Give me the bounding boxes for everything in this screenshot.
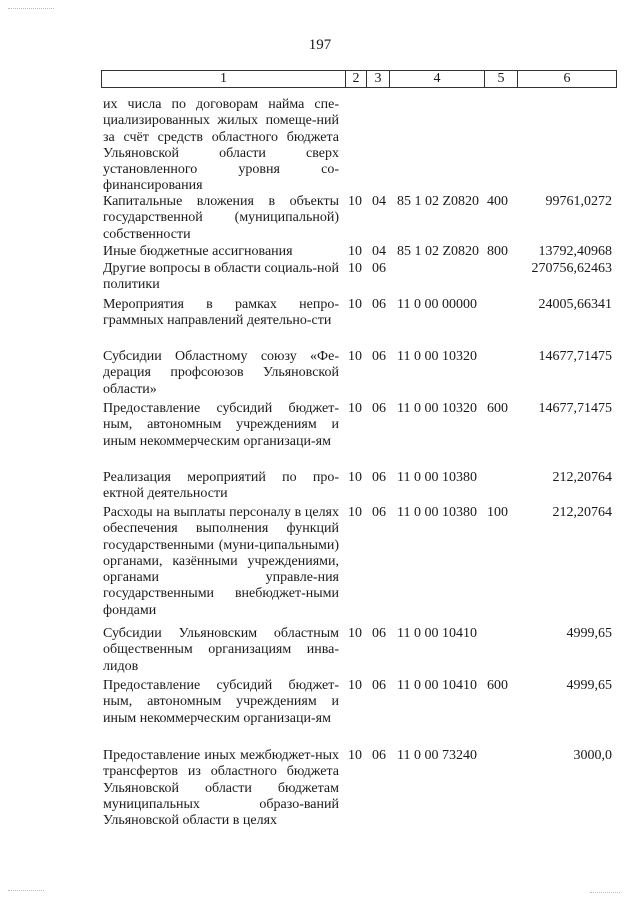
row-amount: 14677,71475 bbox=[538, 349, 612, 364]
row-amount: 4999,65 bbox=[566, 678, 612, 693]
row-name: Иные бюджетные ассигнования bbox=[103, 244, 293, 259]
header-cell-6: 6 bbox=[563, 71, 571, 86]
row-target-article: 85 1 02 Z0820 bbox=[397, 194, 480, 209]
row-name: Капитальные вложения в объекты государственной (муниципальной) собственности bbox=[103, 194, 339, 242]
row-subsection: 06 bbox=[372, 261, 386, 276]
header-cell-1: 1 bbox=[220, 71, 227, 86]
row-section: 10 bbox=[348, 678, 362, 693]
row-section: 10 bbox=[348, 349, 362, 364]
row-section: 10 bbox=[348, 297, 362, 312]
row-target-article: 11 0 00 10410 bbox=[397, 678, 477, 693]
header-cell-3: 3 bbox=[374, 71, 382, 86]
row-subsection: 06 bbox=[372, 470, 386, 485]
row-amount: 4999,65 bbox=[566, 626, 612, 641]
row-amount: 99761,0272 bbox=[545, 194, 612, 209]
row-amount: 14677,71475 bbox=[538, 401, 612, 416]
row-name: Другие вопросы в области социаль-ной политики bbox=[103, 261, 339, 293]
row-subsection: 04 bbox=[372, 194, 386, 209]
row-amount: 13792,40968 bbox=[538, 244, 612, 259]
row-expense-type: 600 bbox=[487, 401, 508, 416]
header-cell-2: 2 bbox=[352, 71, 360, 86]
row-name: Предоставление иных межбюджет-ных трансфертов из областного бюджета Ульяновской области бюджетам муниципальных образо-ваний Ульяновской области в целях bbox=[103, 748, 339, 829]
row-expense-type: 100 bbox=[487, 505, 508, 520]
row-section: 10 bbox=[348, 626, 362, 641]
row-amount: 212,20764 bbox=[552, 470, 612, 485]
row-name: Расходы на выплаты персоналу в целях обеспечения выполнения функций государственными (муни-ципальными) органами, казёнными учреждениями, органами управле-ния государственными внебюджет-ными фондами bbox=[103, 505, 339, 618]
row-name: Субсидии Областному союзу «Фе-дерация профсоюзов Ульяновской области» bbox=[103, 349, 339, 397]
row-section: 10 bbox=[348, 194, 362, 209]
row-name: их числа по договорам найма спе-циализированных жилых помеще-ний за счёт средств областного бюджета Ульяновской области сверх установленного уровня со-финансирования bbox=[103, 97, 339, 194]
scan-mark bbox=[8, 8, 54, 10]
row-amount: 24005,66341 bbox=[538, 297, 612, 312]
row-target-article: 11 0 00 10380 bbox=[397, 505, 477, 520]
row-target-article: 85 1 02 Z0820 bbox=[397, 244, 480, 259]
row-section: 10 bbox=[348, 261, 362, 276]
row-target-article: 11 0 00 73240 bbox=[397, 748, 477, 763]
row-target-article: 11 0 00 10320 bbox=[397, 349, 477, 364]
row-target-article: 11 0 00 00000 bbox=[397, 297, 477, 312]
row-expense-type: 800 bbox=[487, 244, 508, 259]
row-section: 10 bbox=[348, 505, 362, 520]
row-target-article: 11 0 00 10320 bbox=[397, 401, 477, 416]
row-subsection: 06 bbox=[372, 748, 386, 763]
table-header bbox=[101, 70, 617, 88]
row-name: Предоставление субсидий бюджет-ным, автономным учреждениям и иным некоммерческим организаци-ям bbox=[103, 401, 339, 449]
row-section: 10 bbox=[348, 470, 362, 485]
row-section: 10 bbox=[348, 401, 362, 416]
row-subsection: 04 bbox=[372, 244, 386, 259]
header-cell-4: 4 bbox=[433, 71, 441, 86]
row-section: 10 bbox=[348, 244, 362, 259]
header-cell-5: 5 bbox=[497, 71, 505, 86]
scan-mark bbox=[8, 890, 44, 892]
row-name: Реализация мероприятий по про-ектной деятельности bbox=[103, 470, 339, 502]
row-name: Мероприятия в рамках непро-граммных направлений деятельно-сти bbox=[103, 297, 339, 329]
row-subsection: 06 bbox=[372, 401, 386, 416]
row-name: Предоставление субсидий бюджет-ным, автономным учреждениям и иным некоммерческим организаци-ям bbox=[103, 678, 339, 726]
row-amount: 3000,0 bbox=[573, 748, 612, 763]
row-expense-type: 400 bbox=[487, 194, 508, 209]
row-subsection: 06 bbox=[372, 678, 386, 693]
row-target-article: 11 0 00 10410 bbox=[397, 626, 477, 641]
row-subsection: 06 bbox=[372, 349, 386, 364]
row-amount: 270756,62463 bbox=[531, 261, 612, 276]
row-subsection: 06 bbox=[372, 505, 386, 520]
row-target-article: 11 0 00 10380 bbox=[397, 470, 477, 485]
row-name: Субсидии Ульяновским областным общественным организациям инва-лидов bbox=[103, 626, 339, 674]
row-subsection: 06 bbox=[372, 297, 386, 312]
page-number: 197 bbox=[308, 37, 332, 53]
row-section: 10 bbox=[348, 748, 362, 763]
row-expense-type: 600 bbox=[487, 678, 508, 693]
row-subsection: 06 bbox=[372, 626, 386, 641]
scan-mark bbox=[590, 892, 620, 894]
row-amount: 212,20764 bbox=[552, 505, 612, 520]
